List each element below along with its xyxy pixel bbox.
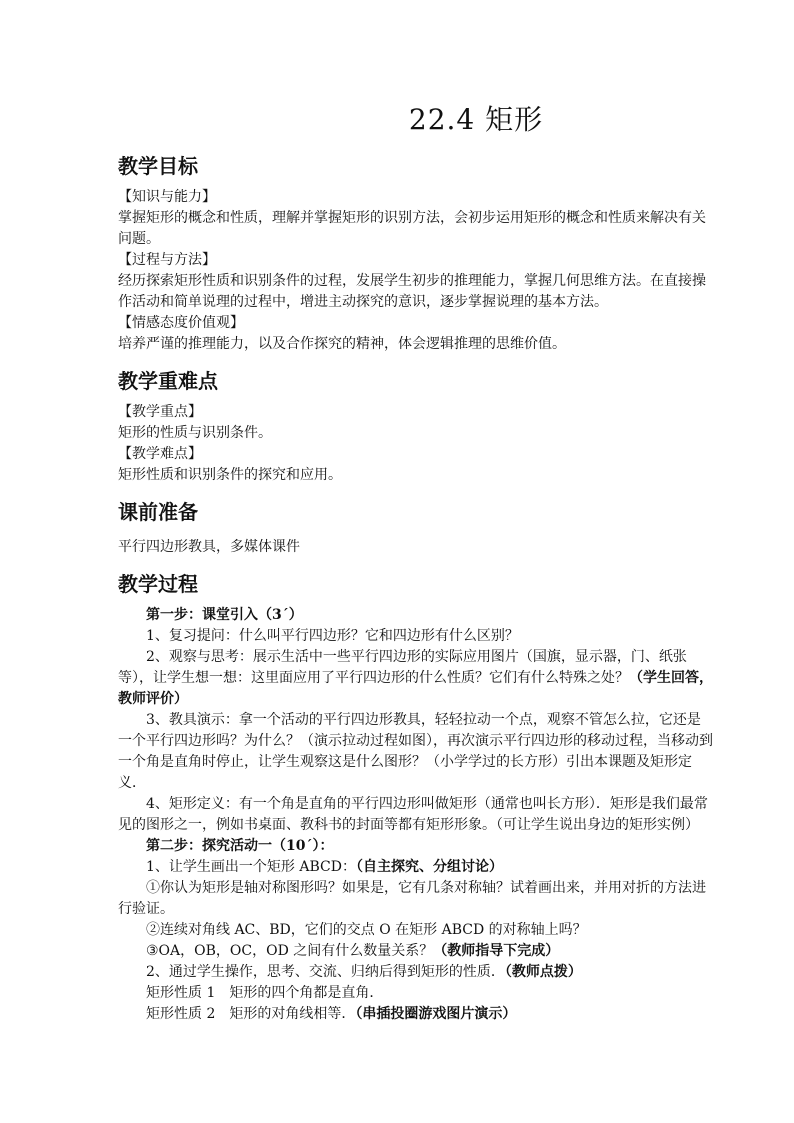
process-method-label: 【过程与方法】 bbox=[118, 252, 216, 268]
property-2-bold-note: （串插投圈游戏图片演示） bbox=[355, 1006, 517, 1022]
key-points-heading: 教学重难点 bbox=[118, 369, 218, 393]
step1-paragraph-3: 3、教具演示：拿一个活动的平行四边形教具，轻轻拉动一个点，观察不管怎么拉，它还是一个平行四边形吗？为什么？（演示拉动过程如图），再次演示平行四边形的移动过程，当移动到一个角是直角时停止，让学生观察这是什么图形？（小学学过的长方形）引出本课题及矩形定义． bbox=[118, 712, 713, 791]
step2-question-1a: ①你认为矩形是轴对称图形吗？如果是，它有几条对称轴？试着画出来，并用对折的方法进行验证。 bbox=[118, 880, 706, 917]
step2-question-2 bbox=[118, 962, 714, 983]
q2-text: 2、通过学生操作，思考、交流、归纳后得到矩形的性质． bbox=[146, 964, 505, 980]
objectives-section bbox=[118, 150, 714, 355]
q1c-text: ③OA，OB，OC，OD 之间有什么数量关系？ bbox=[146, 943, 434, 959]
document-title: 22.4 矩形 bbox=[408, 103, 544, 136]
p2-text: 2、观察与思考：展示生活中一些平行四边形的实际应用图片（国旗，显示器，门、纸张等），让学生想一想：这里面应用了平行四边形的什么性质？它们有什么特殊之处？ bbox=[118, 649, 687, 686]
step1-title: 第一步：课堂引入（3ˊ） bbox=[146, 607, 303, 623]
p2-bold-note: （学生回答，教师评价） bbox=[118, 670, 713, 707]
step2-title: 第二步：探究活动一（10ˊ）： bbox=[146, 838, 334, 854]
knowledge-text: 掌握矩形的概念和性质，理解并掌握矩形的识别方法，会初步运用矩形的概念和性质来解决有关问题。 bbox=[118, 210, 706, 247]
focus-text: 矩形的性质与识别条件。 bbox=[118, 425, 272, 441]
key-points-section bbox=[118, 365, 714, 486]
property-2-text: 矩形的对角线相等． bbox=[229, 1006, 356, 1022]
step1-paragraph-1: 1、复习提问：什么叫平行四边形？它和四边形有什么区别？ bbox=[146, 628, 519, 644]
step2-question-1c bbox=[118, 941, 714, 962]
step2-question-1 bbox=[118, 857, 714, 878]
attitude-text: 培养严谨的推理能力，以及合作探究的精神，体会逻辑推理的思维价值。 bbox=[118, 336, 566, 352]
focus-label: 【教学重点】 bbox=[118, 404, 202, 420]
q1c-bold-note: （教师指导下完成） bbox=[433, 943, 560, 959]
step1-paragraph-2 bbox=[118, 647, 714, 710]
step1-paragraph-4: 4、矩形定义：有一个角是直角的平行四边形叫做矩形（通常也叫长方形）．矩形是我们最常见的图形之一，例如书桌面、教科书的封面等都有矩形形象。（可让学生说出身边的矩形实例） bbox=[118, 796, 708, 833]
difficulty-text: 矩形性质和识别条件的探究和应用。 bbox=[118, 467, 342, 483]
preparation-section bbox=[118, 496, 714, 558]
property-1 bbox=[118, 983, 714, 1004]
attitude-label: 【情感态度价值观】 bbox=[118, 315, 244, 331]
teaching-process-heading: 教学过程 bbox=[118, 572, 198, 596]
property-2 bbox=[118, 1004, 714, 1025]
knowledge-label: 【知识与能力】 bbox=[118, 189, 216, 205]
preparation-text: 平行四边形教具，多媒体课件 bbox=[118, 539, 300, 555]
property-2-label: 矩形性质 2 bbox=[146, 1006, 216, 1022]
q1-bold-note: （自主探究、分组讨论） bbox=[355, 859, 503, 875]
step2-question-1b: ②连续对角线 AC、BD，它们的交点 O 在矩形 ABCD 的对称轴上吗？ bbox=[146, 922, 587, 938]
q2-bold-note: （教师点拨） bbox=[504, 964, 582, 980]
objectives-heading: 教学目标 bbox=[118, 154, 198, 178]
preparation-heading: 课前准备 bbox=[118, 500, 198, 524]
q1-text: 1、让学生画出一个矩形 ABCD： bbox=[146, 859, 356, 875]
property-1-text: 矩形的四个角都是直角． bbox=[229, 985, 384, 1001]
property-1-label: 矩形性质 1 bbox=[146, 985, 216, 1001]
process-method-text: 经历探索矩形性质和识别条件的过程，发展学生初步的推理能力，掌握几何思维方法。在直接操作活动和简单说理的过程中，增进主动探究的意识，逐步掌握说理的基本方法。 bbox=[118, 273, 706, 310]
difficulty-label: 【教学难点】 bbox=[118, 446, 202, 462]
teaching-process-section bbox=[118, 568, 714, 1025]
